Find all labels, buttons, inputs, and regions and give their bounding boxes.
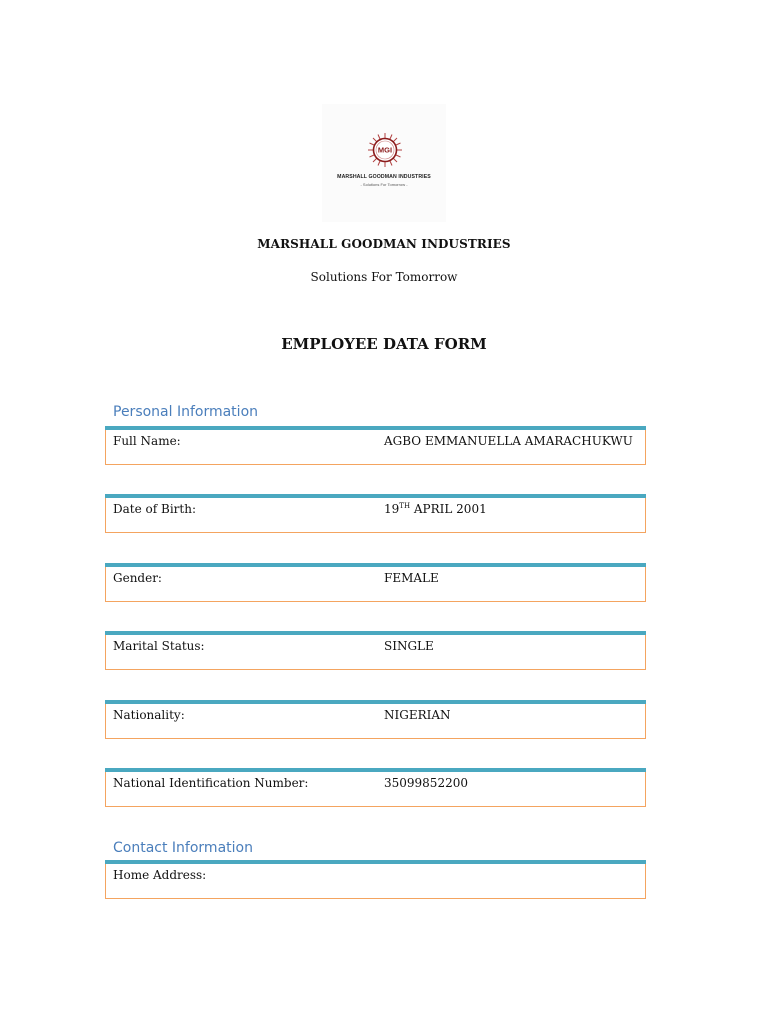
- section-heading-contact: Contact Information: [113, 840, 253, 856]
- field-label: Nationality:: [113, 708, 185, 722]
- field-value: SINGLE: [384, 639, 434, 653]
- section-heading-personal: Personal Information: [113, 404, 259, 420]
- field-national-id-number: [105, 772, 646, 807]
- logo-company-name: MARSHALL GOODMAN INDUSTRIES: [337, 174, 431, 180]
- logo-emblem-text: MGI: [377, 145, 393, 155]
- company-tagline: Solutions For Tomorrow: [310, 270, 458, 284]
- company-logo: [322, 104, 446, 222]
- dob-month-year: APRIL 2001: [410, 502, 487, 516]
- field-value: [384, 502, 487, 516]
- field-full-name: [105, 430, 646, 465]
- field-label: Gender:: [113, 571, 162, 585]
- field-value: 35099852200: [384, 776, 468, 790]
- dob-ordinal: TH: [399, 502, 411, 510]
- field-date-of-birth: [105, 498, 646, 533]
- field-label: Full Name:: [113, 434, 181, 448]
- form-title: EMPLOYEE DATA FORM: [281, 335, 487, 353]
- field-label: National Identification Number:: [113, 776, 309, 790]
- field-value: FEMALE: [384, 571, 439, 585]
- field-label: Home Address:: [113, 868, 207, 882]
- field-marital-status: [105, 635, 646, 670]
- field-gender: [105, 567, 646, 602]
- gear-emblem-icon: [367, 132, 403, 168]
- dob-day: 19: [384, 502, 400, 516]
- field-home-address: [105, 864, 646, 899]
- field-nationality: [105, 704, 646, 739]
- field-label: Date of Birth:: [113, 502, 196, 516]
- field-value: AGBO EMMANUELLA AMARACHUKWU: [384, 434, 633, 448]
- field-label: Marital Status:: [113, 639, 205, 653]
- field-value: NIGERIAN: [384, 708, 451, 722]
- company-name: MARSHALL GOODMAN INDUSTRIES: [257, 237, 511, 251]
- logo-tagline: - Solutions For Tomorrow -: [360, 182, 408, 187]
